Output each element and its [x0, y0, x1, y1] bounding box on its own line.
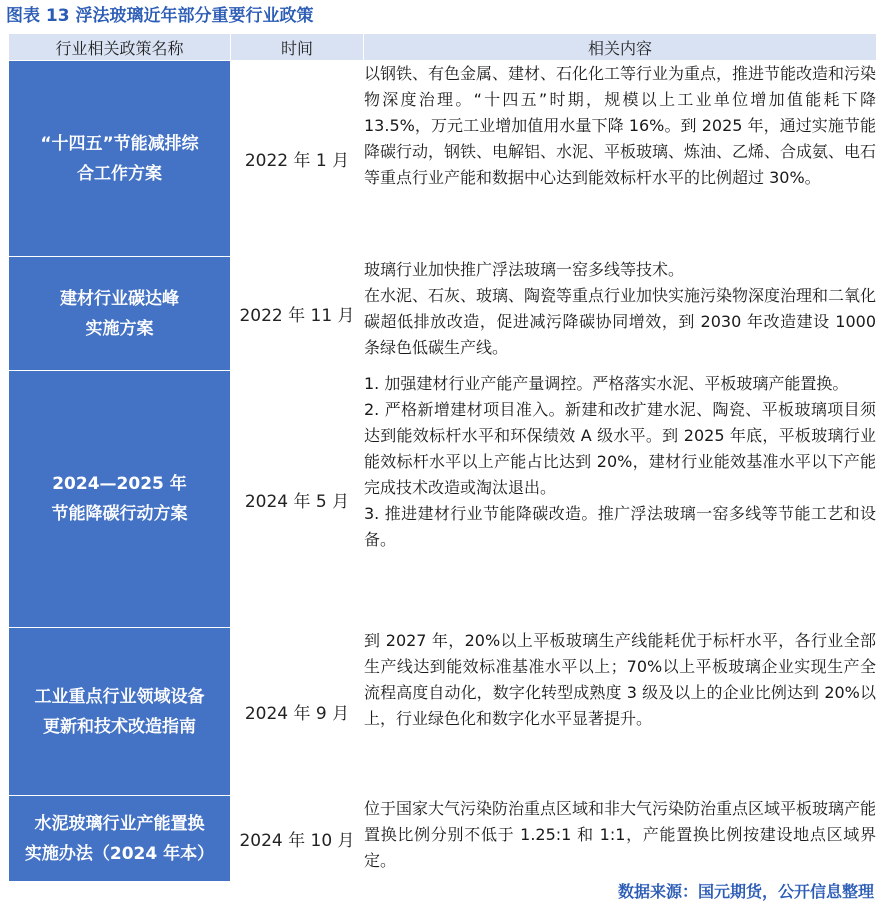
content-paragraph: 位于国家大气污染防治重点区域和非大气污染防治重点区域平板玻璃产能置换比例分别不低于 1.25:1 和 1:1，产能置换比例按建设地点区域界定。 [364, 799, 877, 870]
header-time: 时间 [231, 34, 364, 61]
policy-name-line: 建材行业碳达峰 [60, 288, 179, 309]
table-row [9, 61, 877, 257]
header-row [9, 34, 877, 61]
data-source-note: 数据来源：国元期货，公开信息整理 [617, 882, 874, 901]
policy-content-cell [364, 257, 877, 371]
policy-name-line: 实施方案 [85, 318, 154, 339]
figure-title: 图表 13 浮法玻璃近年部分重要行业政策 [6, 6, 314, 26]
policy-name-cell [9, 628, 231, 796]
policy-name-cell [9, 796, 231, 882]
policy-name-cell [9, 61, 231, 257]
policy-time-cell: 2024 年 5 月 [231, 371, 364, 628]
table-row [9, 796, 877, 882]
content-paragraph: 1. 加强建材行业产能产量调控。严格落实水泥、平板玻璃产能置换。 [364, 374, 849, 393]
policy-name-line: 实施办法（2024 年本） [24, 843, 215, 864]
header-content: 相关内容 [364, 34, 877, 61]
policy-name-line: “十四五”节能减排综 [40, 133, 199, 154]
content-paragraph: 2. 严格新增建材项目准入。新建和改扩建水泥、陶瓷、平板玻璃项目须达到能效标杆水平和环保绩效 A 级水平。到 2025 年底，平板玻璃行业能效标杆水平以上产能占比达到 20%，建材行业能效基准水平以下产能完成技术改造或淘汰退出。 [364, 400, 876, 497]
policy-name-line: 节能降碳行动方案 [51, 504, 188, 524]
policy-name-line: 合工作方案 [77, 163, 162, 184]
policy-content-cell [364, 628, 877, 796]
policy-content-cell [364, 61, 877, 257]
policy-name-line: 工业重点行业领域设备 [34, 686, 205, 707]
policy-time-cell: 2022 年 1 月 [231, 61, 364, 257]
content-paragraph: 到 2027 年，20%以上平板玻璃生产线能耗优于标杆水平，各行业全部生产线达到能效标准基准水平以上；70%以上平板玻璃企业实现生产全流程高度自动化，数字化转型成熟度 3 级及以上的企业比例达到 20%以上，行业绿色化和数字化水平显著提升。 [364, 631, 876, 728]
content-paragraph: 玻璃行业加快推广浮法玻璃一窑多线等技术。 [364, 260, 685, 279]
table-row [9, 257, 877, 371]
policy-name-line: 水泥玻璃行业产能置换 [34, 813, 205, 834]
content-paragraph: 在水泥、石灰、玻璃、陶瓷等重点行业加快实施污染物深度治理和二氧化碳超低排放改造，促进减污降碳协同增效，到 2030 年改造建设 1000 条绿色低碳生产线。 [364, 286, 877, 357]
header-policy-name: 行业相关政策名称 [9, 34, 231, 61]
table-row [9, 371, 877, 628]
policy-name-line: 2024—2025 年 [52, 474, 187, 494]
policy-time-cell: 2022 年 11 月 [231, 257, 364, 371]
policy-name-cell [9, 257, 231, 371]
table-row [9, 628, 877, 796]
content-paragraph: 3. 推进建材行业节能降碳改造。推广浮法玻璃一窑多线等节能工艺和设备。 [364, 504, 876, 549]
policy-time-cell: 2024 年 9 月 [231, 628, 364, 796]
policy-content-cell [364, 796, 877, 882]
policy-table [8, 33, 877, 882]
policy-name-line: 更新和技术改造指南 [43, 716, 196, 737]
policy-content-cell [364, 371, 877, 628]
policy-name-cell [9, 371, 231, 628]
policy-time-cell: 2024 年 10 月 [231, 796, 364, 882]
content-paragraph: 以钢铁、有色金属、建材、石化化工等行业为重点，推进节能改造和污染物深度治理。“十四五”时期，规模以上工业单位增加值能耗下降 13.5%，万元工业增加值用水量下降 16%。到 2025 年，通过实施节能降碳行动，钢铁、电解铝、水泥、平板玻璃、炼油、乙烯、合成氨、电石等重点行业产能和数据中心达到能效标杆水平的比例超过 30%。 [364, 64, 877, 187]
